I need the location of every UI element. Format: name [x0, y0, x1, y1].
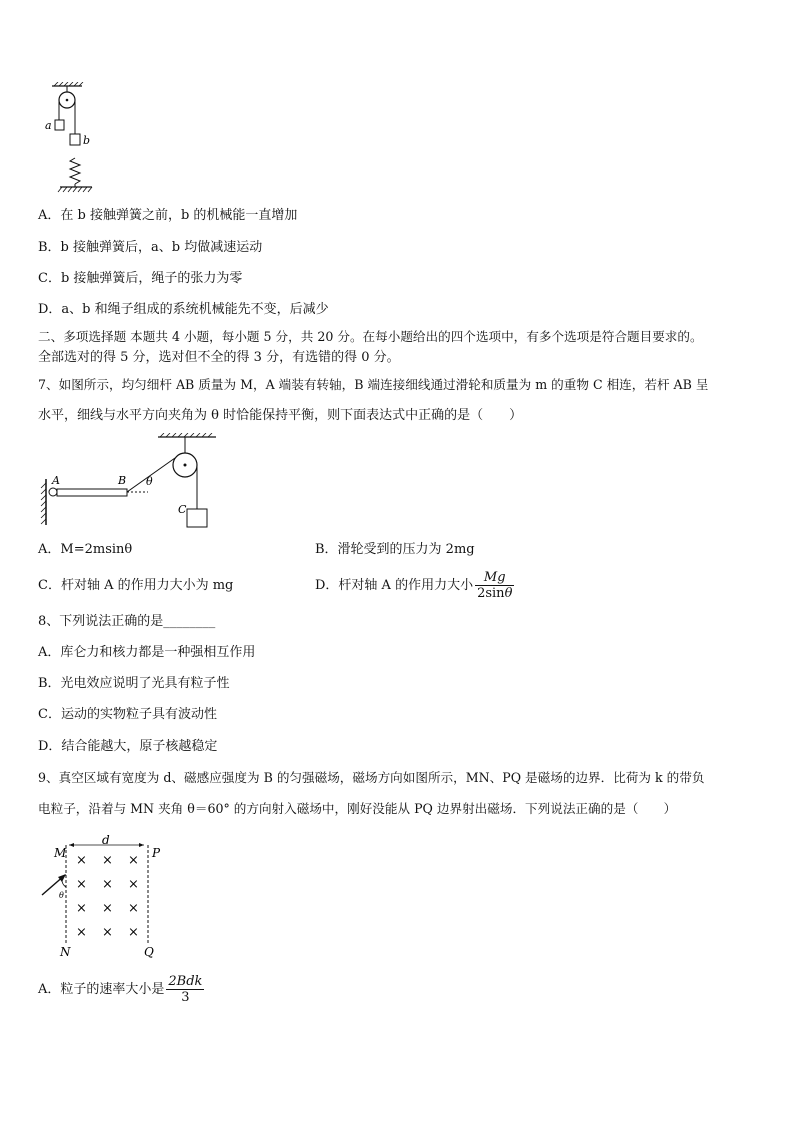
label-b: b: [83, 134, 91, 147]
q9-stem-line1: 9、真空区域有宽度为 d、磁感应强度为 B 的匀强磁场，磁场方向如图所示，MN、PQ 是磁场的边界．比荷为 k 的带负: [38, 770, 705, 785]
field-cross: ×: [76, 901, 87, 916]
q7-stem-line1: 7、如图所示，均匀细杆 AB 质量为 M，A 端装有转轴，B 端连接细线通过滑轮和质量为 m 的重物 C 相连，若杆 AB 呈: [38, 377, 709, 392]
section2-heading: 二、多项选择题 本题共 4 小题，每小题 5 分，共 20 分。在每小题给出的四个选项中，有多个选项是符合题目要求的。: [38, 329, 703, 344]
field-cross: ×: [102, 877, 113, 892]
field-cross: ×: [128, 877, 139, 892]
q7-optd-den-theta: θ: [504, 586, 513, 601]
q9-stem-line2: 电粒子，沿着与 MN 夹角 θ＝60° 的方向射入磁场中，刚好没能从 PQ 边界射出磁场．下列说法正确的是（ ）: [38, 801, 677, 816]
label-theta: θ: [59, 891, 64, 900]
pulley-spring-figure: [40, 82, 110, 197]
q9-option-a-text: A．粒子的速率大小是: [38, 982, 165, 997]
field-cross: ×: [76, 853, 87, 868]
label-Q: Q: [144, 945, 154, 959]
section2-scoring: 全部选对的得 5 分，选对但不全的得 3 分，有选错的得 0 分。: [38, 350, 400, 365]
label-theta: θ: [146, 475, 153, 488]
label-B: B: [118, 474, 127, 487]
field-cross: ×: [128, 901, 139, 916]
q9-opta-denominator: 3: [181, 990, 190, 1005]
field-cross: ×: [76, 925, 87, 940]
q8-option-a: A．库仑力和核力都是一种强相互作用: [38, 645, 256, 660]
q6-option-b: B．b 接触弹簧后，a、b 均做减速运动: [38, 240, 263, 255]
q7-optd-den-a: 2sin: [477, 586, 505, 601]
q8-option-b: B．光电效应说明了光具有粒子性: [38, 676, 230, 691]
q9-option-a: [38, 972, 204, 1008]
q7-option-b: B．滑轮受到的压力为 2mg: [315, 542, 475, 557]
field-cross: ×: [102, 853, 113, 868]
magnetic-field-figure: [36, 835, 186, 963]
q7-option-d-text: D．杆对轴 A 的作用力大小: [315, 578, 474, 593]
q7-optd-numerator: Mg: [475, 570, 514, 586]
q7-option-d-fraction: [475, 570, 514, 601]
field-cross: ×: [102, 925, 113, 940]
q7-stem-line2: 水平，细线与水平方向夹角为 θ 时恰能保持平衡，则下面表达式中正确的是（ ）: [38, 408, 523, 423]
q7-option-d: [315, 568, 514, 604]
label-A: A: [52, 474, 60, 487]
label-M: M: [54, 846, 67, 860]
field-crosses: [76, 853, 139, 940]
q8-option-d: D．结合能越大，原子核越稳定: [38, 739, 218, 754]
field-cross: ×: [76, 877, 87, 892]
q9-opta-numerator: 2Bdk: [168, 974, 203, 989]
q6-option-c: C．b 接触弹簧后，绳子的张力为零: [38, 271, 243, 286]
q6-option-a: A．在 b 接触弹簧之前，b 的机械能一直增加: [38, 208, 298, 223]
q9-option-a-fraction: [166, 974, 204, 1005]
label-P: P: [152, 846, 161, 860]
label-N: N: [60, 945, 71, 959]
q7-optd-denominator: [475, 586, 514, 601]
q8-option-c: C．运动的实物粒子具有波动性: [38, 707, 217, 722]
field-cross: ×: [128, 853, 139, 868]
q7-option-a: A．M=2msinθ: [38, 542, 133, 557]
q8-stem: 8、下列说法正确的是________: [38, 614, 216, 629]
q7-option-c: C．杆对轴 A 的作用力大小为 mg: [38, 578, 234, 593]
field-cross: ×: [102, 901, 113, 916]
label-C: C: [178, 503, 187, 516]
label-a: a: [45, 119, 52, 132]
field-cross: ×: [128, 925, 139, 940]
label-d: d: [102, 835, 110, 847]
q6-option-d: D．a、b 和绳子组成的系统机械能先不变，后减少: [38, 302, 329, 317]
rod-pulley-figure: [40, 433, 220, 533]
